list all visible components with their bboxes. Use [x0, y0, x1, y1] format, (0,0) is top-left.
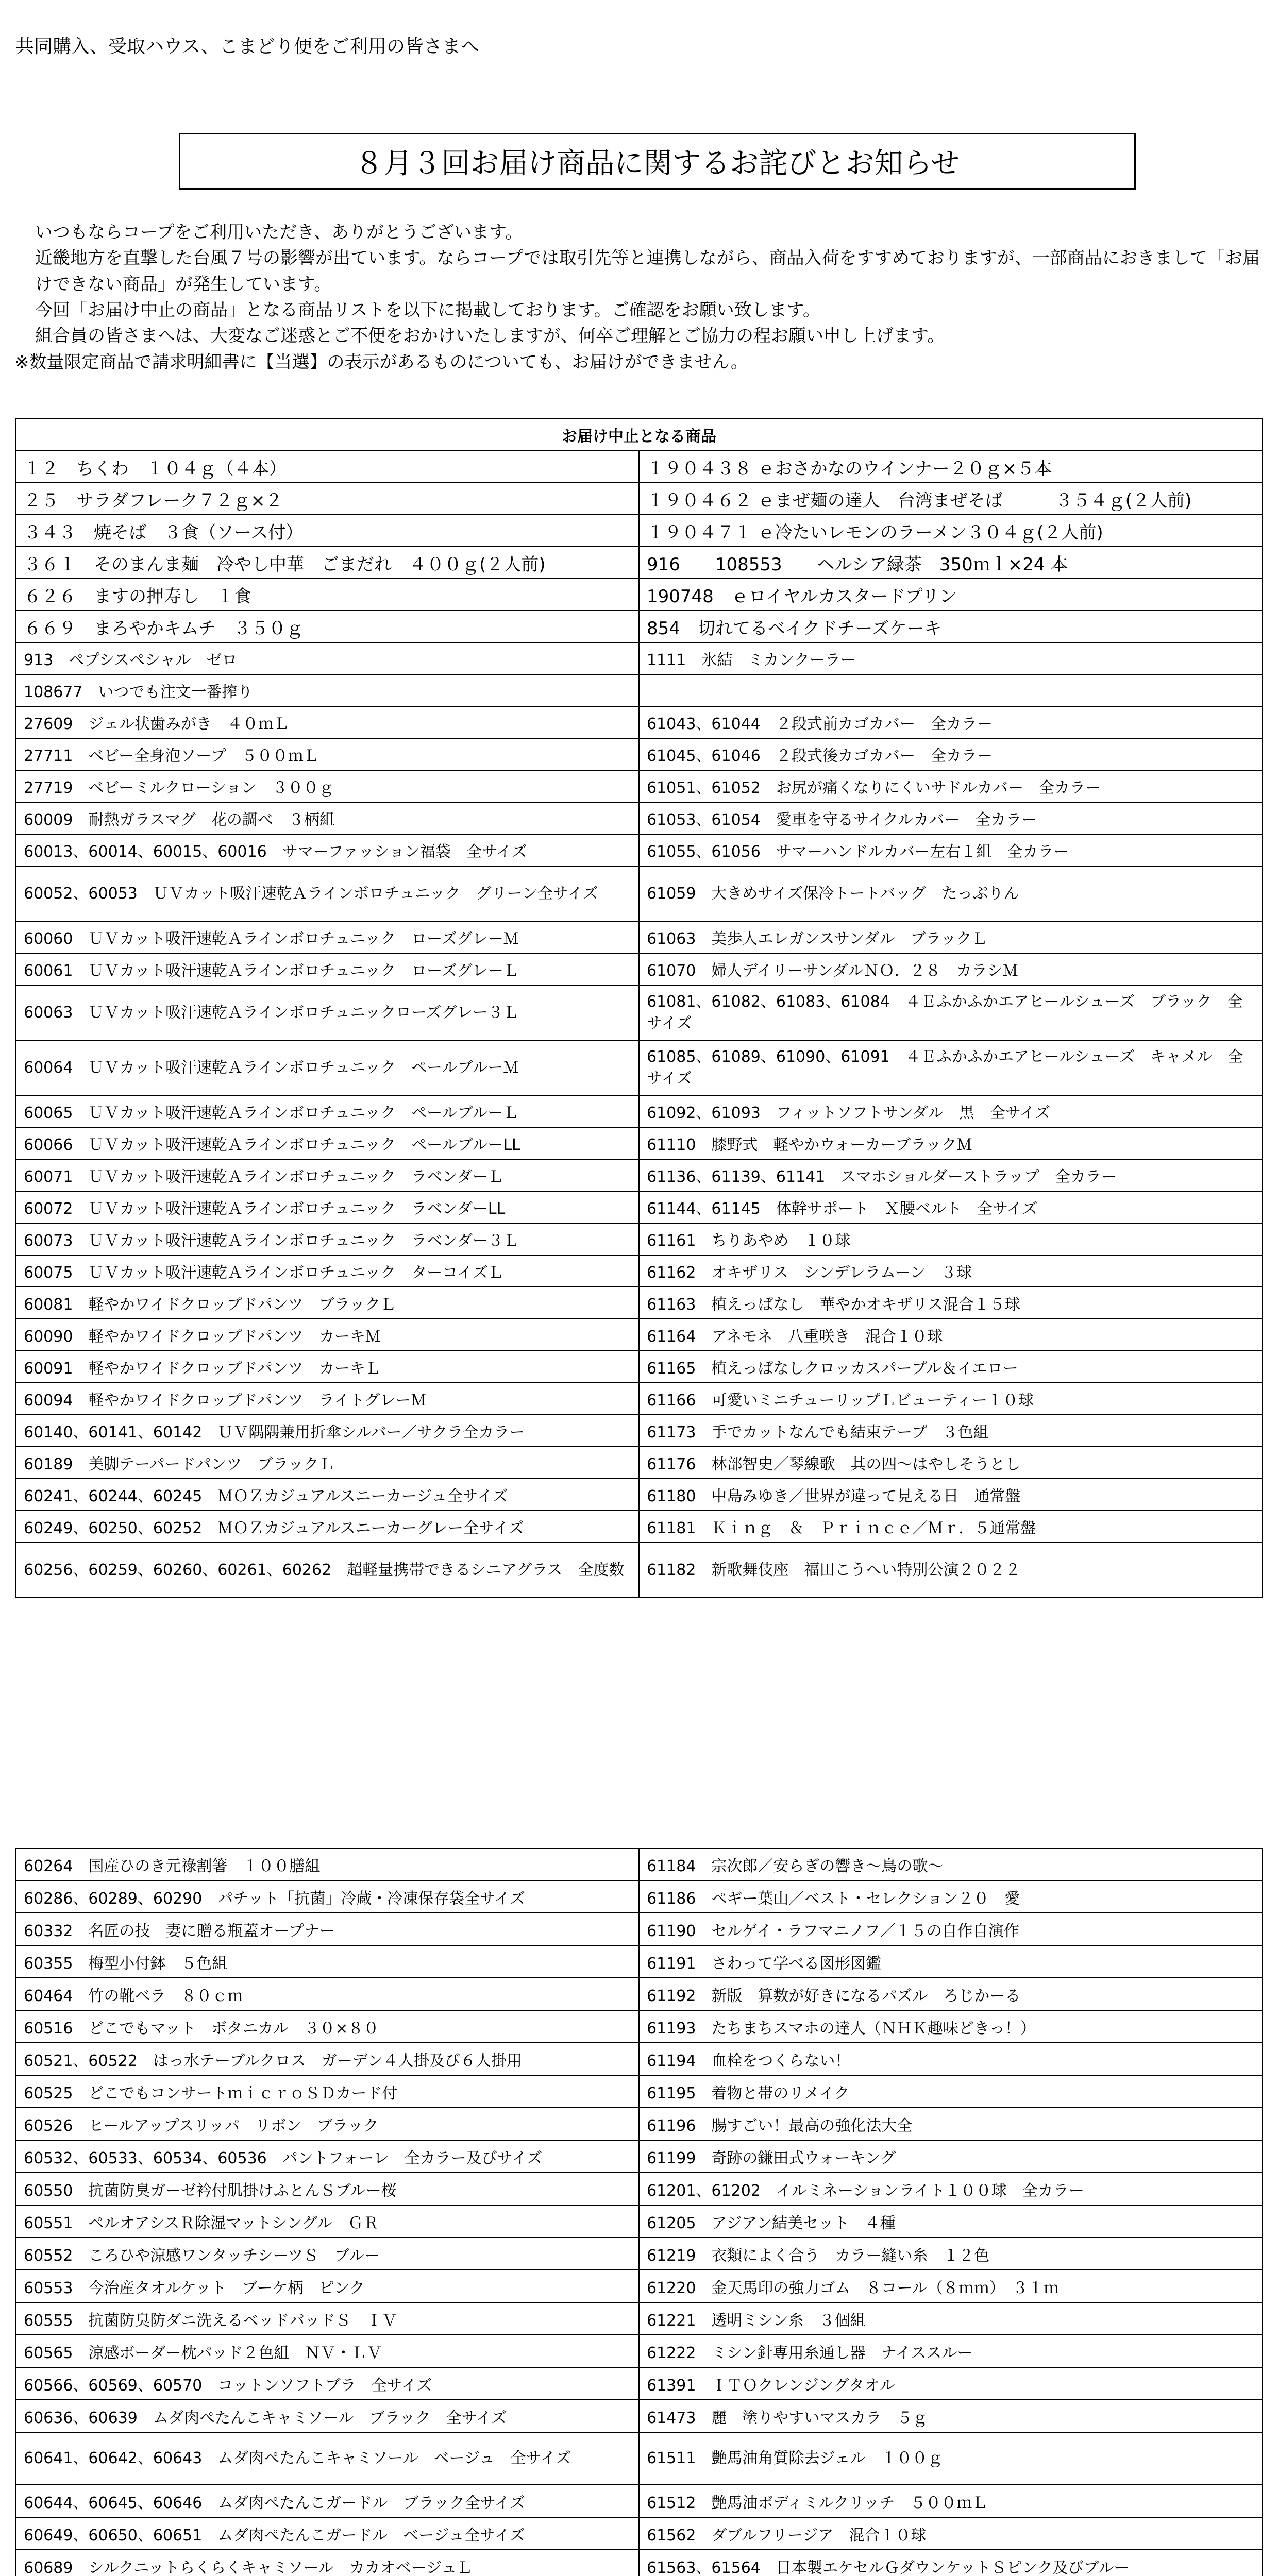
item-left: 60550 抗菌防臭ガーゼ衿付肌掛けふとんＳブルー桜 [16, 2173, 639, 2205]
item-left: 60526 ヒールアップスリッパ リボン ブラック [16, 2108, 639, 2140]
item-left: 60064 ＵＶカット吸汗速乾Ａラインボロチュニック ペールブルーＭ [16, 1040, 639, 1095]
item-left: 60553 今治産タオルケット ブーケ柄 ピンク [16, 2270, 639, 2302]
table-row [16, 483, 1262, 515]
table-row [16, 515, 1262, 547]
table-row [16, 834, 1262, 866]
item-right: 61051、61052 お尻が痛くなりにくいサドルカバー 全カラー [639, 770, 1262, 802]
item-left: 60072 ＵＶカット吸汗速乾Ａラインボロチュニック ラベンダーLL [16, 1191, 639, 1223]
table-row [16, 1447, 1262, 1479]
item-left: 60073 ＵＶカット吸汗速乾Ａラインボロチュニック ラベンダー３Ｌ [16, 1223, 639, 1255]
item-right: 61196 腸すごい！最高の強化法大全 [639, 2108, 1262, 2140]
intro-apology: 組合員の皆さまへは、大変なご迷惑とご不便をおかけいたしますが、何卒ご理解とご協力の程お願い申し上げます。 [35, 326, 945, 347]
table-row [16, 2075, 1262, 2108]
item-right: １９０４７１ ｅ冷たいレモンのラーメン３０４ｇ(２人前) [639, 515, 1262, 547]
item-left: 60689 シルクニットらくらくキャミソール カカオベージュＬ [16, 2550, 639, 2576]
item-right: 61190 セルゲイ・ラフマニノフ／１５の自作自演作 [639, 1913, 1262, 1945]
item-right: １９０４３８ ｅおさかなのウインナー２０ｇ×５本 [639, 451, 1262, 483]
item-right: 61162 オキザリス シンデレラムーン ３球 [639, 1255, 1262, 1287]
item-left: 27609 ジェル状歯みがき ４０ｍＬ [16, 706, 639, 738]
table-row [16, 1945, 1262, 1978]
cancelled-items-table [15, 418, 1263, 1598]
table-row [16, 2270, 1262, 2302]
item-left: 60090 軽やかワイドクロップドパンツ カーキＭ [16, 1319, 639, 1351]
intro-limited-note: ※数量限定商品で請求明細書に【当選】の表示があるものについても、お届けができません。 [14, 351, 748, 372]
item-right: 61221 透明ミシン糸 ３個組 [639, 2302, 1262, 2335]
item-right: 61563、61564 日本製エケセルＧダウンケットＳピンク及びブルー [639, 2550, 1262, 2576]
table-row [16, 1255, 1262, 1287]
item-left: 60094 軽やかワイドクロップドパンツ ライトグレーＭ [16, 1383, 639, 1415]
item-left: 60644、60645、60646 ムダ肉ぺたんこガードル ブラック全サイズ [16, 2485, 639, 2517]
item-right: 61219 衣類によく合う カラー縫い糸 １２色 [639, 2238, 1262, 2270]
table-row [16, 579, 1262, 611]
page-title: ８月３回お届け商品に関するお詫びとお知らせ [179, 133, 1136, 190]
item-right: 61059 大きめサイズ保冷トートバッグ たっぷりん [639, 866, 1262, 921]
table-row [16, 2302, 1262, 2335]
item-right: 61194 血栓をつくらない！ [639, 2043, 1262, 2075]
item-right: 61092、61093 フィットソフトサンダル 黒 全サイズ [639, 1095, 1262, 1127]
table-row [16, 1383, 1262, 1415]
item-left: 60013、60014、60015、60016 サマーファッション福袋 全サイズ [16, 834, 639, 866]
item-right: 61163 植えっぱなし 華やかオキザリス混合１５球 [639, 1287, 1262, 1319]
item-right: 61186 ペギー葉山／ベスト・セレクション２０ 愛 [639, 1880, 1262, 1913]
item-left: 60566、60569、60570 コットンソフトブラ 全サイズ [16, 2367, 639, 2400]
item-right: 61070 婦人デイリーサンダルＮＯ．２８ カラシＭ [639, 953, 1262, 985]
table-row [16, 547, 1262, 579]
table-row [16, 2205, 1262, 2238]
item-left: 60063 ＵＶカット吸汗速乾Ａラインボロチュニックローズグレー３Ｌ [16, 985, 639, 1040]
item-right: 61205 アジアン結美セット ４種 [639, 2205, 1262, 2238]
table-row [16, 1095, 1262, 1127]
item-left: 60264 国産ひのき元祿割箸 １００膳組 [16, 1848, 639, 1880]
table-row [16, 1978, 1262, 2010]
item-left: ３４３ 焼そば ３食（ソース付） [16, 515, 639, 547]
table-row [16, 985, 1262, 1040]
table-row [16, 1511, 1262, 1543]
item-left: 60256、60259、60260、60261、60262 超軽量携帯できるシニアグラス 全度数 [16, 1543, 639, 1598]
item-right: 61081、61082、61083、61084 ４Ｅふかふかエアヒールシューズ ブラック 全サイズ [639, 985, 1262, 1040]
item-right: 61043、61044 ２段式前カゴカバー 全カラー [639, 706, 1262, 738]
item-left: 60065 ＵＶカット吸汗速乾Ａラインボロチュニック ペールブルーＬ [16, 1095, 639, 1127]
item-right: 190748 ｅロイヤルカスタードプリン [639, 579, 1262, 611]
table-row [16, 2108, 1262, 2140]
item-left: 60071 ＵＶカット吸汗速乾Ａラインボロチュニック ラベンダーＬ [16, 1159, 639, 1191]
table-row [16, 1913, 1262, 1945]
item-right: 61085、61089、61090、61091 ４Ｅふかふかエアヒールシューズ キャメル 全サイズ [639, 1040, 1262, 1095]
item-right: 61164 アネモネ 八重咲き 混合１０球 [639, 1319, 1262, 1351]
item-left: ３６１ そのまんま麺 冷やし中華 ごまだれ ４００ｇ(２人前) [16, 547, 639, 579]
item-right: 61063 美歩人エレガンスサンダル ブラックＬ [639, 921, 1262, 953]
table-row [16, 1040, 1262, 1095]
item-right: 61562 ダブルフリージア 混合１０球 [639, 2517, 1262, 2550]
item-right: 61512 艶馬油ボディミルクリッチ ５００ｍＬ [639, 2485, 1262, 2517]
item-left: 108677 いつでも注文一番搾り [16, 674, 639, 706]
item-right [639, 674, 1262, 706]
item-right: 61391 ＩＴＯクレンジングタオル [639, 2367, 1262, 2400]
item-right: 61165 植えっぱなしクロッカスパープル＆イエロー [639, 1351, 1262, 1383]
item-left: 60516 どこでもマット ボタニカル ３０×８０ [16, 2010, 639, 2043]
audience-line: 共同購入、受取ハウス、こまどり便をご利用の皆さまへ [15, 36, 480, 57]
item-left: 60060 ＵＶカット吸汗速乾Ａラインボロチュニック ローズグレーＭ [16, 921, 639, 953]
item-right: 61199 奇跡の鎌田式ウォーキング [639, 2140, 1262, 2173]
item-left: 913 ペプシスペシャル ゼロ [16, 642, 639, 674]
table-row [16, 674, 1262, 706]
table-row [16, 866, 1262, 921]
item-left: 60140、60141、60142 ＵＶ隅隅兼用折傘シルバー／サクラ全カラー [16, 1415, 639, 1447]
item-left: 60565 涼感ボーダー枕パッド２色組 ＮＶ・ＬＶ [16, 2335, 639, 2367]
item-left: 60009 耐熱ガラスマグ 花の調べ ３柄組 [16, 802, 639, 834]
item-right: １９０４６２ ｅまぜ麺の達人 台湾まぜそば ３５４ｇ(２人前) [639, 483, 1262, 515]
table-row [16, 2485, 1262, 2517]
item-right: 61511 艶馬油角質除去ジェル １００ｇ [639, 2432, 1262, 2485]
item-left: 60189 美脚テーパードパンツ ブラックＬ [16, 1447, 639, 1479]
table-row [16, 1319, 1262, 1351]
item-right: 61191 さわって学べる図形図鑑 [639, 1945, 1262, 1978]
item-left: 60061 ＵＶカット吸汗速乾Ａラインボロチュニック ローズグレーＬ [16, 953, 639, 985]
item-left: 60355 梅型小付鉢 ５色組 [16, 1945, 639, 1978]
item-left: 27719 ベビーミルクローション ３００ｇ [16, 770, 639, 802]
intro-greeting: いつもならコープをご利用いただき、ありがとうございます。 [35, 222, 523, 243]
intro-typhoon: 近畿地方を直撃した台風７号の影響が出ています。ならコープでは取引先等と連携しながら、商品入荷をすすめておりますが、一部商品におきまして「お届けできない商品」が発生しています。 [35, 248, 1260, 295]
table-row [16, 2238, 1262, 2270]
table-row [16, 2010, 1262, 2043]
item-left: 60551 ペルオアシスＲ除湿マットシングル ＧＲ [16, 2205, 639, 2238]
table-row [16, 2043, 1262, 2075]
item-left: 60066 ＵＶカット吸汗速乾Ａラインボロチュニック ペールブルーLL [16, 1127, 639, 1159]
item-right: 61222 ミシン針専用糸通し器 ナイススルー [639, 2335, 1262, 2367]
table-row [16, 802, 1262, 834]
table-row [16, 2140, 1262, 2173]
item-left: 60091 軽やかワイドクロップドパンツ カーキＬ [16, 1351, 639, 1383]
table-row [16, 2517, 1262, 2550]
item-right: 61173 手でカットなんでも結束テープ ３色組 [639, 1415, 1262, 1447]
item-right: 61180 中島みゆき／世界が違って見える日 通常盤 [639, 1479, 1262, 1511]
table-row [16, 611, 1262, 642]
item-left: 60555 抗菌防臭防ダニ洗えるベッドパッドＳ ＩＶ [16, 2302, 639, 2335]
table-row [16, 2173, 1262, 2205]
item-left: 60081 軽やかワイドクロップドパンツ ブラックＬ [16, 1287, 639, 1319]
table-row [16, 1351, 1262, 1383]
item-right: 61201、61202 イルミネーションライト１００球 全カラー [639, 2173, 1262, 2205]
table-row [16, 1159, 1262, 1191]
item-left: 60532、60533、60534、60536 パントフォーレ 全カラー及びサイズ [16, 2140, 639, 2173]
item-right: 61053、61054 愛車を守るサイクルカバー 全カラー [639, 802, 1262, 834]
item-left: 60521、60522 はっ水テーブルクロス ガーデン４人掛及び６人掛用 [16, 2043, 639, 2075]
item-right: 61193 たちまちスマホの達人（ＮＨＫ趣味どきっ！） [639, 2010, 1262, 2043]
item-right: 61195 着物と帯のリメイク [639, 2075, 1262, 2108]
item-left: 60332 名匠の技 妻に贈る瓶蓋オープナー [16, 1913, 639, 1945]
table-row [16, 921, 1262, 953]
table-row [16, 1127, 1262, 1159]
table-row [16, 451, 1262, 483]
item-right: 61136、61139、61141 スマホショルダーストラップ 全カラー [639, 1159, 1262, 1191]
item-left: 60249、60250、60252 ＭＯＺカジュアルスニーカーグレー全サイズ [16, 1511, 639, 1543]
item-right: 61181 Ｋｉｎｇ ＆ Ｐｒｉｎｃｅ／Ｍｒ．５通常盤 [639, 1511, 1262, 1543]
item-left: 60552 ころひや涼感ワンタッチシーツＳ ブルー [16, 2238, 639, 2270]
item-left: １２ ちくわ １０４ｇ（４本） [16, 451, 639, 483]
item-right: 61055、61056 サマーハンドルカバー左右１組 全カラー [639, 834, 1262, 866]
item-left: 60052、60053 ＵＶカット吸汗速乾Ａラインボロチュニック グリーン全サイズ [16, 866, 639, 921]
intro-text [14, 219, 1267, 375]
table-row [16, 953, 1262, 985]
table-row [16, 1543, 1262, 1598]
item-left: 60525 どこでもコンサートｍｉｃｒｏＳＤカード付 [16, 2075, 639, 2108]
table-row [16, 2432, 1262, 2485]
item-right: 61220 金天馬印の強力ゴム ８コール（８ｍｍ） ３１ｍ [639, 2270, 1262, 2302]
table-row [16, 2367, 1262, 2400]
table-row [16, 706, 1262, 738]
item-right: 916 108553 ヘルシア緑茶 350ｍｌ×24 本 [639, 547, 1262, 579]
item-left: ６６９ まろやかキムチ ３５０ｇ [16, 611, 639, 642]
table-header: お届け中止となる商品 [16, 419, 1262, 451]
table-row [16, 770, 1262, 802]
table-row [16, 1479, 1262, 1511]
item-left: ２５ サラダフレーク７２ｇ×２ [16, 483, 639, 515]
intro-list-note: 今回「お届け中止の商品」となる商品リストを以下に掲載しております。ご確認をお願い致します。 [35, 299, 820, 320]
item-right: 1111 氷結 ミカンクーラー [639, 642, 1262, 674]
item-right: 61182 新歌舞伎座 福田こうへい特別公演２０２２ [639, 1543, 1262, 1598]
item-left: 60649、60650、60651 ムダ肉ぺたんこガードル ベージュ全サイズ [16, 2517, 639, 2550]
item-right: 61166 可愛いミニチューリップＬビューティー１０球 [639, 1383, 1262, 1415]
item-right: 61110 膝野式 軽やかウォーカーブラックＭ [639, 1127, 1262, 1159]
item-right: 61192 新版 算数が好きになるパズル ろじかーる [639, 1978, 1262, 2010]
table-row [16, 1880, 1262, 1913]
item-left: 60464 竹の靴ベラ ８０ｃｍ [16, 1978, 639, 2010]
table-row [16, 1191, 1262, 1223]
item-left: 60241、60244、60245 ＭＯＺカジュアルスニーカージュ全サイズ [16, 1479, 639, 1511]
table-row [16, 738, 1262, 770]
item-right: 61045、61046 ２段式後カゴカバー 全カラー [639, 738, 1262, 770]
item-right: 61144、61145 体幹サポート Ｘ腰ベルト 全サイズ [639, 1191, 1262, 1223]
item-left: ６２６ ますの押寿し １食 [16, 579, 639, 611]
table-row [16, 1287, 1262, 1319]
item-left: 27711 ベビー全身泡ソープ ５００ｍＬ [16, 738, 639, 770]
table-row [16, 1848, 1262, 1880]
table-row [16, 1223, 1262, 1255]
item-right: 854 切れてるベイクドチーズケーキ [639, 611, 1262, 642]
table-row [16, 2400, 1262, 2432]
item-left: 60075 ＵＶカット吸汗速乾Ａラインボロチュニック ターコイズＬ [16, 1255, 639, 1287]
item-left: 60636、60639 ムダ肉ぺたんこキャミソール ブラック 全サイズ [16, 2400, 639, 2432]
item-right: 61161 ちりあやめ １０球 [639, 1223, 1262, 1255]
table-row [16, 1415, 1262, 1447]
table-row [16, 642, 1262, 674]
item-left: 60641、60642、60643 ムダ肉ぺたんこキャミソール ベージュ 全サイズ [16, 2432, 639, 2485]
item-right: 61473 麗 塗りやすいマスカラ ５ｇ [639, 2400, 1262, 2432]
item-left: 60286、60289、60290 パチット「抗菌」冷蔵・冷凍保存袋全サイズ [16, 1880, 639, 1913]
item-right: 61176 林部智史／琴線歌 其の四～はやしそうとし [639, 1447, 1262, 1479]
table-row [16, 2335, 1262, 2367]
table-row [16, 2550, 1262, 2576]
cancelled-items-table-continued [15, 1848, 1263, 2576]
item-right: 61184 宗次郎／安らぎの響き～鳥の歌～ [639, 1848, 1262, 1880]
